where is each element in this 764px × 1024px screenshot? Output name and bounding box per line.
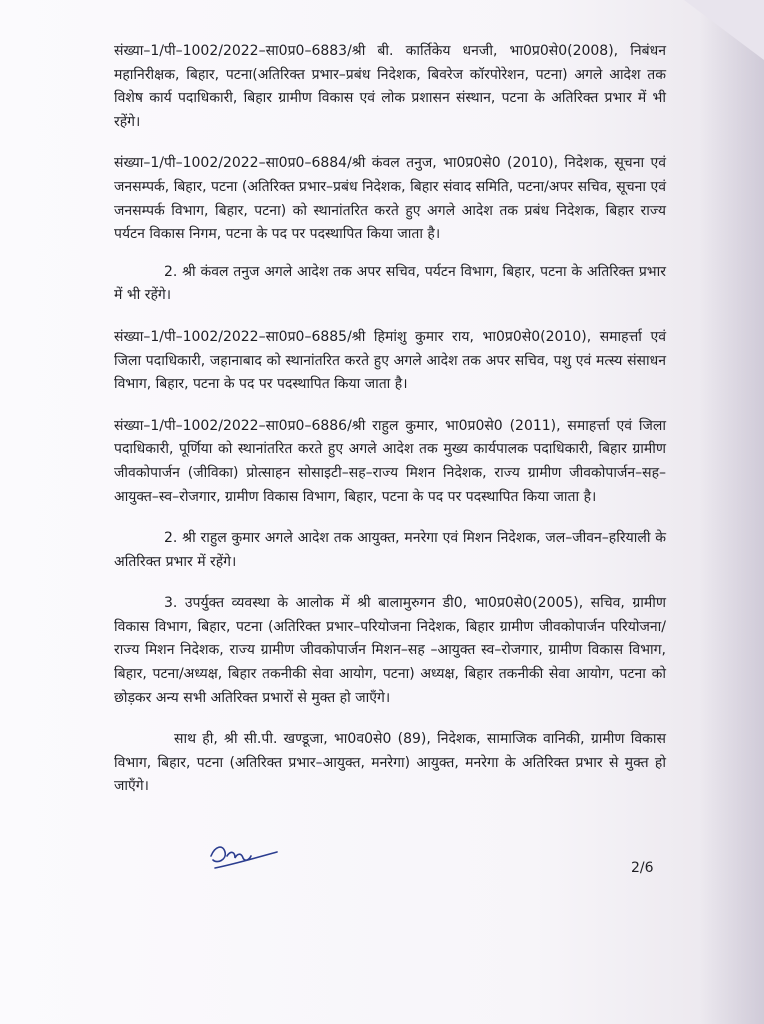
order-paragraph-6885: संख्या–1/पी–1002/2022–सा0प्र0–6885/श्री हिमांशु कुमार राय, भा0प्र0से0(2010), समाहर्त्ता एवं जिला पदाधिकारी, जहानाबाद को स्थानांतरित करते हुए अगले आदेश तक अपर सचिव, पशु एवं मत्स्य संसाधन विभाग, बिहार, पटना के पद पर पदस्थापित किया जाता है। [114,328,666,393]
order-paragraph-6884-point-2: 2. श्री कंवल तनुज अगले आदेश तक अपर सचिव, पर्यटन विभाग, बिहार, पटना के अतिरिक्त प्रभार में भी रहेंगे। [114,263,666,304]
order-paragraph-additional: साथ ही, श्री सी.पी. खण्डूजा, भा0व0से0 (89), निदेशक, सामाजिक वानिकी, ग्रामीण विकास विभाग, बिहार, पटना (अतिरिक्त प्रभार–आयुक्त, मनरेगा) आयुक्त, मनरेगा के अतिरिक्त प्रभार से मुक्त हो जाएँगे। [114,731,666,795]
order-paragraph-6886-point-3: 3. उपर्युक्त व्यवस्था के आलोक में श्री बालामुरुगन डी0, भा0प्र0से0(2005), सचिव, ग्रामीण विकास विभाग, बिहार, पटना (अतिरिक्त प्रभार–परियोजना निदेशक, बिहार ग्रामीण जीवकोपार्जन परियोजना/राज्य मिशन निदेशक, राज्य ग्रामीण जीवकोपार्जन मिशन–सह –आयुक्त स्व–रोजगार, ग्रामीण विकास विभाग, बिहार, पटना/अध्यक्ष, बिहार तकनीकी सेवा आयोग, पटना) अध्यक्ष, बिहार तकनीकी सेवा आयोग, पटना को छोड़कर अन्य सभी अतिरिक्त प्रभारों से मुक्त हो जाएँगे। [114,595,666,706]
document-body [114,40,666,817]
page-fold-shadow [700,0,764,1024]
order-paragraph-6884: संख्या–1/पी–1002/2022–सा0प्र0–6884/श्री कंवल तनुज, भा0प्र0से0 (2010), निदेशक, सूचना एवं जनसम्पर्क, बिहार, पटना (अतिरिक्त प्रभार–प्रबंध निदेशक, बिहार संवाद समिति, पटना/अपर सचिव, सूचना एवं जनसम्पर्क विभाग, बिहार, पटना) को स्थानांतरित करते हुए अगले आदेश तक प्रबंध निदेशक, बिहार राज्य पर्यटन विकास निगम, पटना के पद पर पदस्थापित किया जाता है। [114,155,667,243]
page-number: 2/6 [631,860,654,876]
order-paragraph-6886-point-2: 2. श्री राहुल कुमार अगले आदेश तक आयुक्त, मनरेगा एवं मिशन निदेशक, जल–जीवन–हरियाली के अतिरिक्त प्रभार में रहेंगे। [114,530,666,570]
handwritten-signature [205,838,285,878]
order-paragraph-6886: संख्या–1/पी–1002/2022–सा0प्र0–6886/श्री राहुल कुमार, भा0प्र0से0 (2011), समाहर्त्ता एवं जिला पदाधिकारी, पूर्णिया को स्थानांतरित करते हुए अगले आदेश तक मुख्य कार्यपालक पदाधिकारी, बिहार ग्रामीण जीवकोपार्जन (जीविका) प्रोत्साहन सोसाइटी–सह–राज्य मिशन निदेशक, राज्य ग्रामीण जीवकोपार्जन–सह–आयुक्त–स्व–रोजगार, ग्रामीण विकास विभाग, बिहार, पटना के पद पर पदस्थापित किया जाता है। [114,417,666,505]
page-corner [684,0,764,60]
order-paragraph-6883: संख्या–1/पी–1002/2022–सा0प्र0–6883/श्री बी. कार्तिकेय धनजी, भा0प्र0से0(2008), निबंधन महानिरीक्षक, बिहार, पटना(अतिरिक्त प्रभार–प्रबंध निदेशक, बिवरेज कॉरपोरेशन, पटना) अगले आदेश तक विशेष कार्य पदाधिकारी, बिहार ग्रामीण विकास एवं लोक प्रशासन संस्थान, पटना के अतिरिक्त प्रभार में भी रहेंगे। [114,43,666,130]
